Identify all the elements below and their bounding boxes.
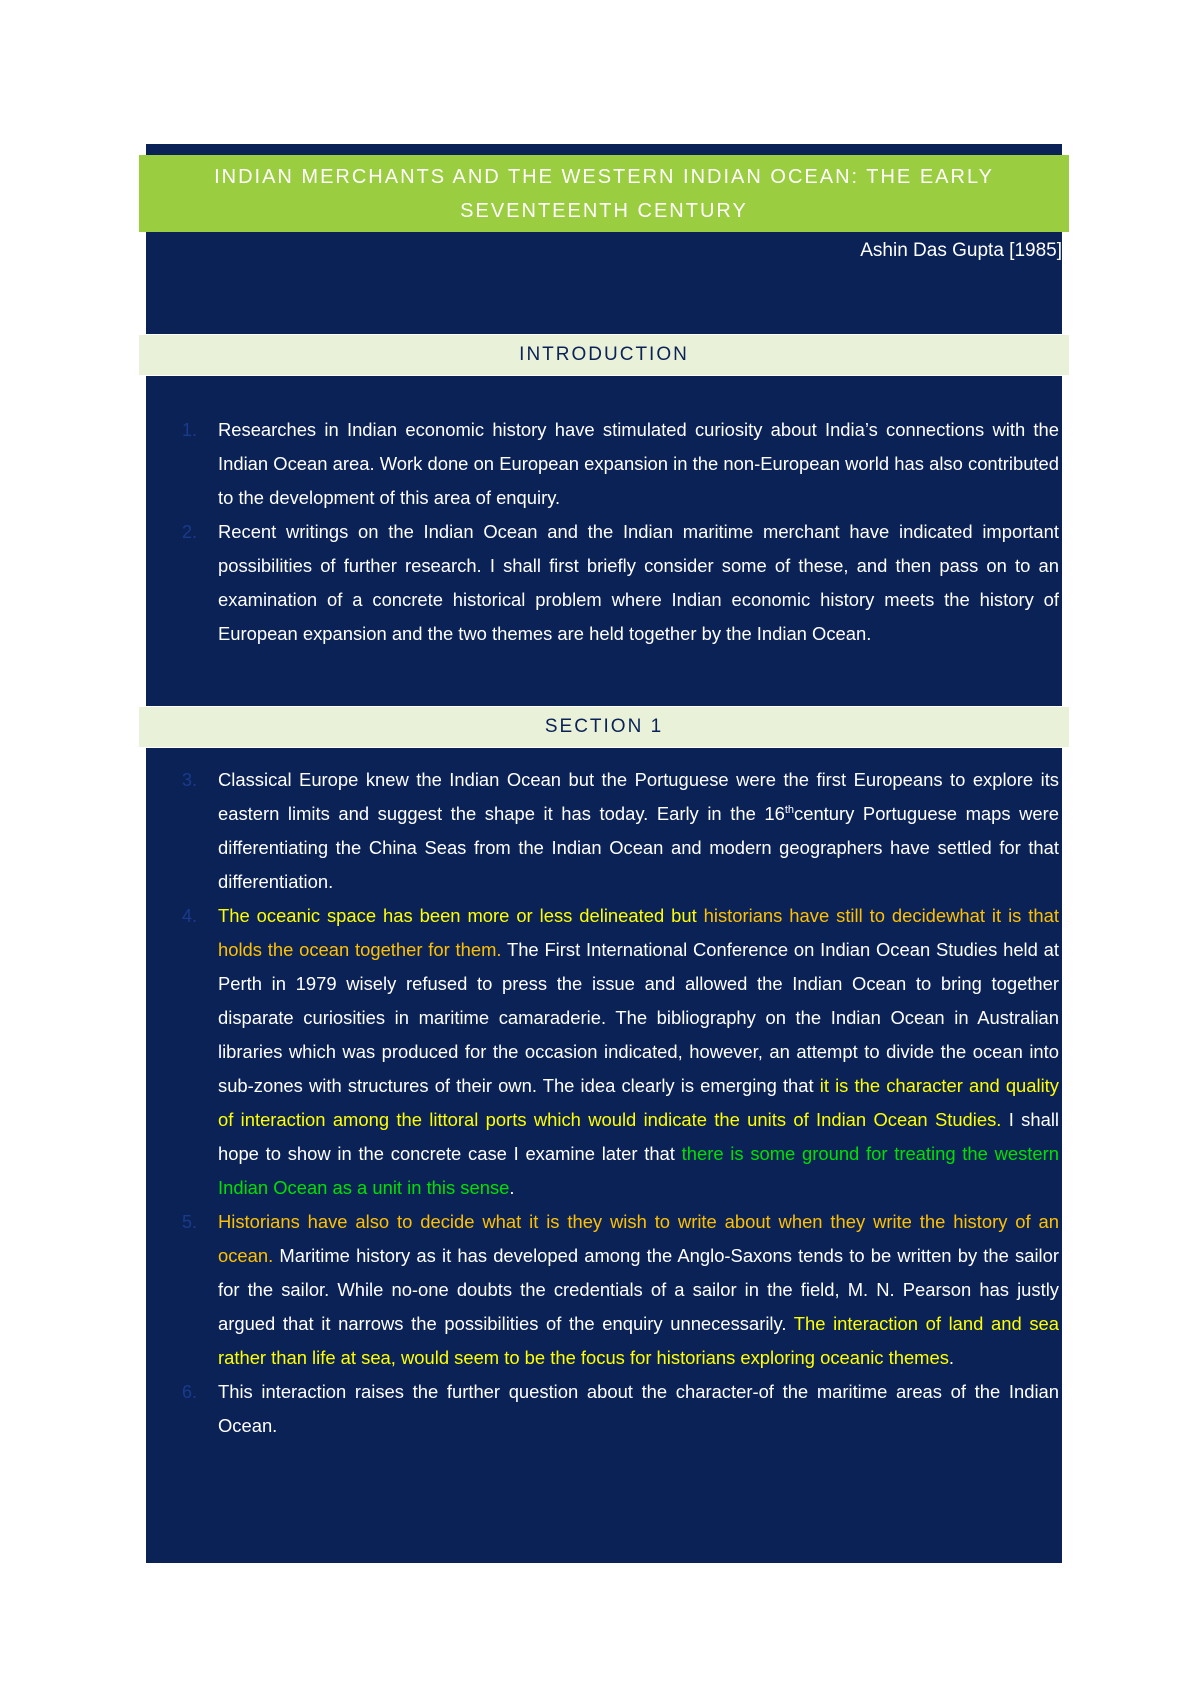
highlight-orange-text: historians have still to decidewhat it is that holds the ocean together for them. bbox=[218, 905, 1059, 960]
item-text: Classical Europe knew the Indian Ocean but the Portuguese were the first Europeans to explore its eastern limits and suggest the shape it has today. Early in the 16 bbox=[218, 769, 1059, 824]
list-item bbox=[182, 899, 1059, 1205]
item-number: 2. bbox=[182, 522, 198, 542]
list-item bbox=[182, 763, 1059, 899]
superscript-th: th bbox=[784, 803, 795, 816]
introduction-heading: INTRODUCTION bbox=[139, 335, 1069, 375]
item-number: 6. bbox=[182, 1382, 198, 1402]
item-text: Maritime history as it has developed among the Anglo-Saxons tends to be written by the sailor for the sailor. While no-one doubts the credentials of a sailor in the field, M. N. Pearson has justly argued that it narrows the possibilities of the enquiry unnecessarily. bbox=[218, 1245, 1059, 1334]
section1-list bbox=[182, 763, 1059, 1443]
highlight-green-text: there is some ground for treating the western Indian Ocean as a unit in this sense bbox=[218, 1143, 1059, 1198]
highlight-yellow-text: it is the character and quality of interaction among the littoral ports which would indicate the units of Indian Ocean Studies. bbox=[218, 1075, 1059, 1130]
item-number: 5. bbox=[182, 1212, 198, 1232]
list-item bbox=[182, 1375, 1059, 1443]
item-text: . bbox=[509, 1177, 515, 1198]
section1-heading: SECTION 1 bbox=[139, 707, 1069, 747]
item-number: 3. bbox=[182, 770, 198, 790]
list-item bbox=[182, 413, 1059, 515]
item-text: . bbox=[948, 1347, 955, 1368]
highlight-yellow-text: The interaction of land and sea rather than life at sea, would seem to be the focus for historians exploring oceanic themes bbox=[218, 1313, 1059, 1368]
author-line: Ashin Das Gupta [1985] bbox=[860, 240, 1062, 261]
item-number: 1. bbox=[182, 420, 198, 440]
document-title: INDIAN MERCHANTS AND THE WESTERN INDIAN OCEAN: THE EARLY SEVENTEENTH CENTURY bbox=[139, 155, 1069, 232]
list-item bbox=[182, 515, 1059, 651]
item-text: century Portuguese maps were differentiating the China Seas from the Indian Ocean and modern geographers have settled for that differentiation. bbox=[218, 803, 1059, 892]
item-text: The First International Conference on Indian Ocean Studies held at Perth in 1979 wisely refused to press the issue and allowed the Indian Ocean to bring together disparate curiosities in maritime camaraderie. The bibliography on the Indian Ocean in Australian libraries which was produced for the occasion indicated, however, an attempt to divide the ocean into sub-zones with structures of their own. The idea clearly is emerging that bbox=[218, 939, 1059, 1096]
list-item bbox=[182, 1205, 1059, 1375]
introduction-list bbox=[182, 413, 1059, 651]
item-number: 4. bbox=[182, 906, 198, 926]
item-text: Recent writings on the Indian Ocean and the Indian maritime merchant have indicated important possibilities of further research. I shall first briefly consider some of these, and then pass on to an examination of a concrete historical problem where Indian economic history meets the history of European expansion and the two themes are held together by the Indian Ocean. bbox=[218, 521, 1059, 644]
item-text: Researches in Indian economic history have stimulated curiosity about India’s connections with the Indian Ocean area. Work done on European expansion in the non-European world has also contributed to the development of this area of enquiry. bbox=[218, 419, 1059, 508]
highlight-yellow-text: The oceanic space has been more or less delineated but bbox=[218, 905, 704, 926]
item-text: This interaction raises the further question about the character-of the maritime areas of the Indian Ocean. bbox=[218, 1381, 1059, 1436]
highlight-orange-text: Historians have also to decide what it is they wish to write about when they write the history of an ocean. bbox=[218, 1211, 1059, 1266]
item-text: I shall hope to show in the concrete case I examine later that bbox=[218, 1109, 1059, 1164]
